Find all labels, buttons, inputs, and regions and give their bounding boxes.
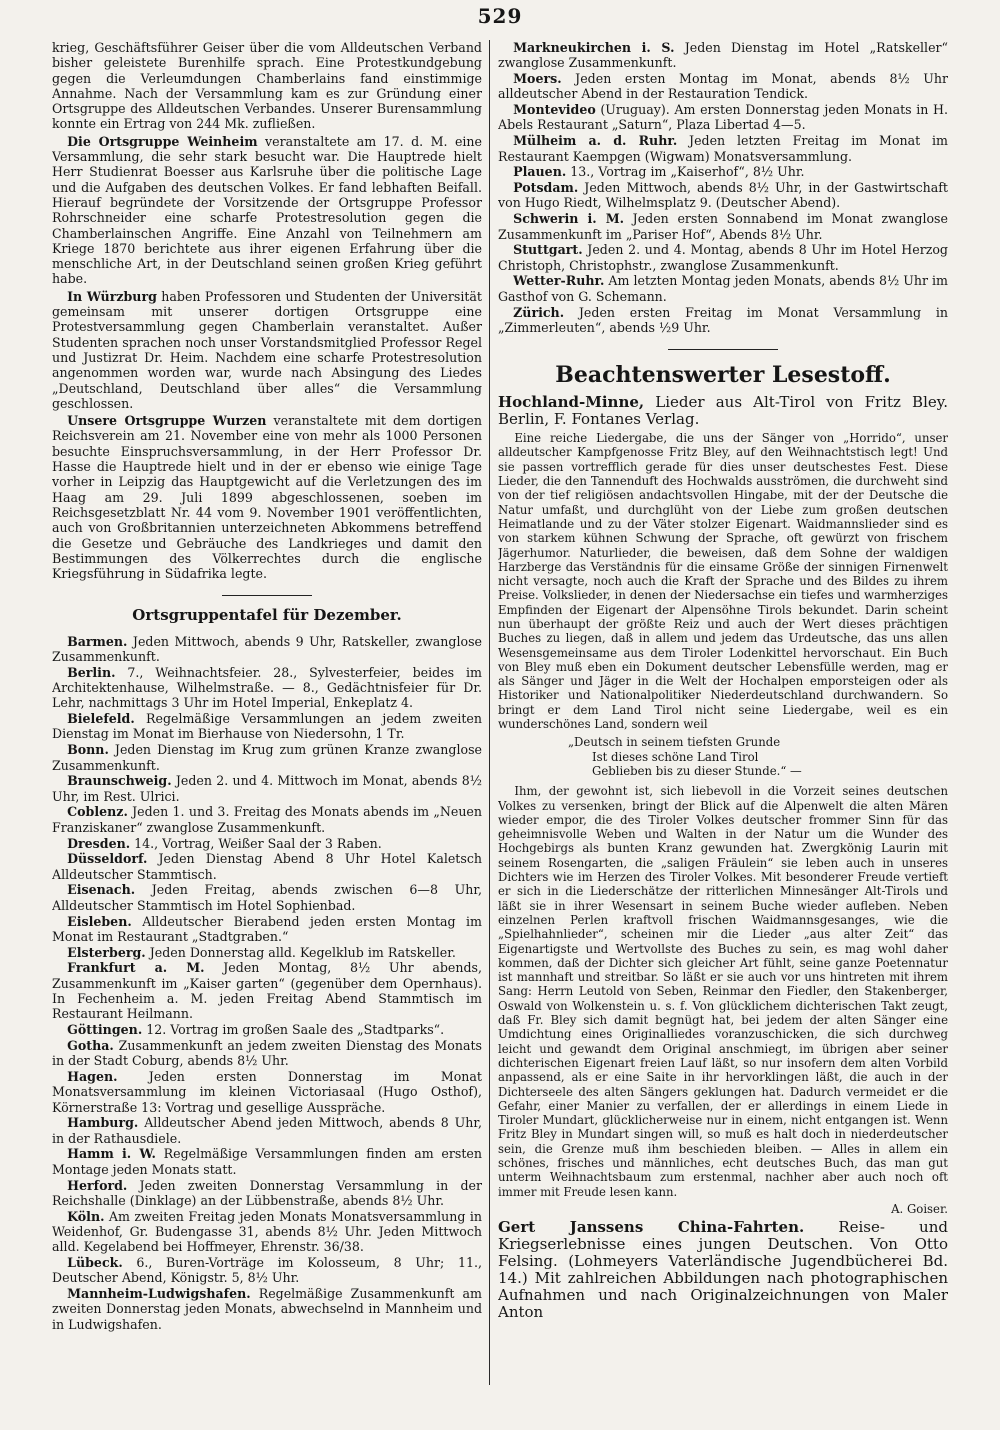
ortsgruppe-schedule: Regelmäßige Versammlungen an jedem zweiten Dienstag im Monat im Bierhause von Niedersohn, 1 Tr.: [52, 711, 482, 742]
ortsgruppe-schedule: 13., Vortrag im „Kaiserhof“, 8½ Uhr.: [566, 164, 805, 180]
ortsgruppe-schedule: Jeden ersten Montag im Monat, abends 8½ Uhr alldeutscher Abend in der Restauration Tendick.: [498, 71, 948, 102]
report-weisser-continuation: krieg, Geschäftsführer Geiser über die vom Alldeutschen Verband bisher geleistete Burenhilfe sprach. Eine Protestkundgebung gegen die Verleumdungen Chamberlains fand einstimmige Annahme. Nach der Versammlung kam es zur Gründung einer Ortsgruppe des Alldeutschen Verbandes. Unserer Burensammlung konnte ein Ertrag von 244 Mk. zufließen.: [52, 40, 482, 132]
ortsgruppe-schedule: Am letzten Montag jeden Monats, abends 8½ Uhr im Gasthof von G. Schemann.: [498, 273, 948, 304]
ortsgruppe-name: Potsdam.: [513, 180, 579, 196]
ortsgruppe-entry: [52, 711, 482, 742]
report-lead: In Würzburg: [67, 288, 157, 304]
ortsgruppe-name: Barmen.: [67, 633, 128, 649]
report-lead: Unsere Ortsgruppe Wurzen: [67, 413, 267, 429]
ortsgruppe-name: Montevideo: [513, 102, 596, 118]
ortsgruppe-schedule: Regelmäßige Zusammenkunft am zweiten Donnerstag jeden Monats, abwechselnd in Mannheim und in Ludwigshafen.: [52, 1286, 482, 1332]
ortsgruppe-entry: [498, 164, 948, 179]
ortsgruppe-schedule: Jeden Mittwoch, abends 9 Uhr, Ratskeller, zwanglose Zusammenkunft.: [52, 633, 482, 664]
ortsgruppe-entry: [52, 836, 482, 851]
ortsgruppe-schedule: Jeden ersten Freitag im Monat Versammlung in „Zimmerleuten“, abends ½9 Uhr.: [498, 304, 948, 335]
ortsgruppe-schedule: Jeden 1. und 3. Freitag des Monats abends im „Neuen Franziskaner“ zwanglose Zusammenkunft.: [52, 804, 482, 835]
ortsgruppe-name: Stuttgart.: [513, 242, 583, 258]
page-number: 529: [477, 4, 523, 28]
ortsgruppe-entry: [498, 211, 948, 242]
ortsgruppe-name: Göttingen.: [67, 1022, 143, 1038]
ortsgruppe-schedule: Jeden ersten Sonnabend im Monat zwanglose Zusammenkunft im „Pariser Hof“, Abends 8½ Uhr.: [498, 211, 948, 242]
ortsgruppe-entry: [52, 665, 482, 711]
ortsgruppe-name: Plauen.: [513, 164, 567, 180]
left-column: [52, 40, 482, 1420]
ortsgruppe-name: Berlin.: [67, 664, 116, 680]
ortsgruppe-name: Schwerin i. M.: [513, 211, 625, 227]
ortsgruppe-name: Hamburg.: [67, 1115, 139, 1131]
ortsgruppe-name: Coblenz.: [67, 804, 128, 820]
ortsgruppe-entry: [498, 305, 948, 336]
ortsgruppe-entry: [498, 180, 948, 211]
ortsgruppe-name: Markneukirchen i. S.: [513, 40, 675, 55]
ortsgruppe-entry: [52, 851, 482, 882]
ortsgruppe-entry: [52, 804, 482, 835]
ortsgruppe-schedule: Jeden Montag, 8½ Uhr abends, Zusammenkunft im „Kaiser garten“ (gegenüber dem Opernhaus). In Fechenheim a. M. jeden Freitag Abend Stammtisch im Restaurant Heilmann.: [52, 960, 482, 1022]
ortsgruppe-schedule: (Uruguay). Am ersten Donnerstag jeden Monats in H. Abels Restaurant „Saturn“, Plaza Libertad 4—5.: [498, 102, 948, 133]
ortsgruppen-list: [52, 634, 482, 1332]
ortsgruppe-entry: [52, 945, 482, 960]
book-title-main: Hochland-Minne,: [498, 393, 645, 412]
report-weinheim: [52, 134, 482, 287]
ortsgruppe-name: Eisenach.: [67, 882, 136, 898]
ortsgruppe-entry: [52, 1178, 482, 1209]
ortsgruppe-entry: [52, 742, 482, 773]
report-text: veranstaltete am 17. d. M. eine Versammlung, die sehr stark besucht war. Die Hauptrede hielt Herr Studienrat Boesser aus Karlsruhe über die politische Lage und die Aufgaben des deutschen Volkes. Er fand lebhaften Beifall. Hierauf begründete der Vorsitzende der Ortsgruppe Professor Rohrschneider eine scharfe Protestresolution gegen die Chamberlainschen Angriffe. Eine Anzahl von Teilnehmern am Kriege 1870 berichtete aus ihrer eigenen Erfahrung über die menschliche Art, in der Deutschland seinen großen Krieg geführt habe.: [52, 133, 482, 287]
ortsgruppe-entry: [52, 1069, 482, 1115]
report-wuerzburg: [52, 289, 482, 411]
ortsgruppe-name: Köln.: [67, 1208, 105, 1224]
ortsgruppe-entry: [498, 102, 948, 133]
ortsgruppe-name: Braunschweig.: [67, 773, 172, 789]
ortsgruppe-schedule: Jeden zweiten Donnerstag Versammlung in der Reichshalle (Dinklage) an der Lübbenstraße, abends 8½ Uhr.: [52, 1177, 482, 1208]
ortsgruppe-schedule: Jeden 2. und 4. Montag, abends 8 Uhr im Hotel Herzog Christoph, Christophstr., zwanglose Zusammenkunft.: [498, 242, 948, 273]
ortsgruppe-entry: [52, 914, 482, 945]
ortsgruppe-schedule: Alldeutscher Bierabend jeden ersten Montag im Monat im Restaurant „Stadtgraben.“: [52, 913, 482, 944]
ortsgruppe-schedule: Jeden Dienstag Abend 8 Uhr Hotel Kaletsch Alldeutscher Stammtisch.: [52, 851, 482, 882]
ortsgruppe-schedule: Jeden Dienstag im Hotel „Ratskeller“ zwanglose Zusammenkunft.: [498, 40, 948, 71]
book-title-rest: Reise- und Kriegserlebnisse eines jungen Deutschen. Von Otto Felsing. (Lohmeyers Vaterländische Jugendbücherei Bd. 14.) Mit zahlreichen Abbildungen nach photographischen Aufnahmen und nach Originalzeichnungen von Maler Anton: [498, 1218, 948, 1322]
ortsgruppe-schedule: Jeden 2. und 4. Mittwoch im Monat, abends 8½ Uhr, im Rest. Ulrici.: [52, 773, 482, 804]
book-title-rest: Lieder aus Alt-Tirol von Fritz Bley. Berlin, F. Fontanes Verlag.: [498, 393, 948, 429]
ortsgruppe-name: Mülheim a. d. Ruhr.: [513, 133, 678, 149]
ortsgruppe-name: Bonn.: [67, 742, 109, 758]
ortsgruppe-schedule: 14., Vortrag, Weißer Saal der 3 Raben.: [130, 835, 382, 851]
ortsgruppe-entry: [52, 960, 482, 1021]
ortsgruppe-name: Bielefeld.: [67, 711, 135, 727]
ortsgruppe-name: Gotha.: [67, 1037, 114, 1053]
column-divider: [489, 40, 490, 1385]
quoted-verse: [568, 735, 948, 778]
ortsgruppe-schedule: 7., Weihnachtsfeier. 28., Sylvesterfeier, beides im Architektenhause, Wilhelmstraße. — 8., Gedächtnisfeier für Dr. Lehr, nachmittags 3 Uhr im Hotel Imperial, Enkeplatz 4.: [52, 664, 482, 711]
section-title-ortsgruppentafel: Ortsgruppentafel für Dezember.: [132, 606, 402, 625]
ortsgruppe-entry: [498, 273, 948, 304]
section-title-lesestoff: Beachtenswerter Lesestoff.: [555, 362, 891, 389]
ortsgruppe-entry: [52, 773, 482, 804]
ortsgruppe-name: Mannheim-Ludwigshafen.: [67, 1286, 251, 1302]
report-wurzen: [52, 413, 482, 581]
ortsgruppe-entry: [52, 1255, 482, 1286]
ortsgruppe-name: Eisleben.: [67, 913, 132, 929]
ortsgruppe-name: Hagen.: [67, 1069, 118, 1084]
ortsgruppe-entry: [52, 1022, 482, 1037]
ortsgruppe-schedule: Jeden ersten Donnerstag im Monat Monatsversammlung im kleinen Victoriasaal (Hugo Osthof), Körnerstraße 13: Vortrag und gesellige Ausspräche.: [52, 1069, 482, 1115]
ortsgruppen-list-continued: [498, 40, 948, 335]
ortsgruppe-schedule: Jeden Dienstag im Krug zum grünen Kranze zwanglose Zusammenkunft.: [52, 742, 482, 773]
ortsgruppe-schedule: 12. Vortrag im großen Saale des „Stadtparks“.: [142, 1022, 445, 1038]
ortsgruppe-schedule: Jeden Donnerstag alld. Kegelklub im Ratskeller.: [145, 944, 456, 960]
ortsgruppe-entry: [52, 882, 482, 913]
ortsgruppe-entry: [52, 1038, 482, 1069]
ortsgruppe-name: Moers.: [513, 71, 562, 87]
verse-line: Geblieben bis zu dieser Stunde.“ —: [592, 763, 802, 778]
ortsgruppe-entry: [498, 40, 948, 71]
section-separator: [668, 349, 778, 350]
ortsgruppe-entry: [52, 1115, 482, 1146]
book-title-main: Gert Janssens China-Fahrten.: [498, 1218, 805, 1237]
ortsgruppe-schedule: Jeden Freitag, abends zwischen 6—8 Uhr, Alldeutscher Stammtisch im Hotel Sophienbad.: [52, 882, 482, 913]
ortsgruppe-schedule: Jeden letzten Freitag im Monat im Restaurant Kaempgen (Wigwam) Monatsversammlung.: [498, 133, 948, 164]
book-title-china-fahrten: [498, 1219, 948, 1321]
ortsgruppe-schedule: Am zweiten Freitag jeden Monats Monatsversammlung in Weidenhof, Gr. Budengasse 31, abends 8½ Uhr. Jeden Mittwoch alld. Kegelabend bei Hoffmeyer, Ehrenstr. 36/38.: [52, 1208, 482, 1255]
ortsgruppe-name: Dresden.: [67, 835, 131, 851]
report-text: haben Professoren und Studenten der Universität gemeinsam mit unserer dortigen Ortsgruppe eine Protestversammlung gegen Chamberlain veranstaltet. Außer Studenten sprachen noch unser Vorstandsmitglied Professor Regel und Justizrat Dr. Heim. Nachdem eine scharfe Protestresolution angenommen worden war, wurde nach Absingung des Liedes „Deutschland, Deutschland über alles“ die Versammlung geschlossen.: [52, 288, 482, 411]
book-review-paragraph: Ihm, der gewohnt ist, sich liebevoll in die Vorzeit seines deutschen Volkes zu versenken, bringt der Blick auf die Alpenwelt die alten Mären wieder empor, die des Tiroler Volkes deutscher frommer Sinn für das geheimnisvolle Weben und Walten in der Natur um die Wunder des Hochgebirgs als bunten Kranz gewunden hat. Zwergkönig Laurin mit seinem Rosengarten, die „saligen Fräulein“ sie leben auch in unseres Dichters wie im Herzen des Tiroler Volkes. Mit besonderer Freude vertieft er sich in die Liederschätze der ritterlichen Minnesänger Alt-Tirols und läßt sie in ihrer Wesensart in seinem Buche wieder aufleben. Neben einzelnen Perlen kraftvoll frischen Waidmannsgesanges, wie die „Spielhahnlieder“, scheinen mir die Lieder „aus alter Zeit“ das Eigenartigste und Wertvollste des Buches zu sein, es mag wohl daher kommen, daß der Dichter sich gleicher Art fühlt, seine ganze Poetennatur ist mannhaft und streitbar. So läßt er sie auch vor uns hintreten mit ihrem Sang: Herrn Leutold von Seben, Reinmar den Fiedler, den Stakenberger, Oswald von Wolkenstein u. s. f. Von glücklichem dichterischen Takt zeugt, daß Fr. Bley sich damit begnügt hat, bei jedem der alten Sänger eine Umdichtung eines Originalliedes voranzuschicken, die sich durchweg leicht und gewandt dem Original anschmiegt, im übrigen aber seiner dichterischen Eigenart freien Lauf läßt, so nur insofern dem alten Vorbild anpassend, als er eine Saite in ihr hervorklingen läßt, die auch in der Dichterseele des alten Sängers geklungen hat. Dadurch vermeidet er die Gefahr, einer Manier zu verfallen, der er allerdings in einem Liede in Tiroler Mundart, glücklicherweise nur in einem, nicht entgangen ist. Wenn Fritz Bley in Mundart singen will, so muß es halt doch in niederdeutscher sein, die Grenze muß ihm beschieden bleiben. — Alles in allem ein schönes, frisches und männliches, echt deutsches Buch, das man gut unterm Weihnachtsbaum zum erstenmal, nachher aber auch noch oft immer mit Freude lesen kann.: [498, 784, 948, 1199]
ortsgruppe-entry: [52, 1286, 482, 1332]
ortsgruppe-schedule: Regelmäßige Versammlungen finden am ersten Montage jeden Monats statt.: [52, 1146, 482, 1177]
ortsgruppe-entry: [498, 71, 948, 102]
ortsgruppe-entry: [498, 133, 948, 164]
report-text: veranstaltete mit dem dortigen Reichsverein am 21. November eine von mehr als 1000 Personen besuchte Einspruchsversammlung, in der Herr Professor Dr. Hasse die Hauptrede hielt und in der er ebenso wie einige Tage vorher in Leipzig das Hauptgewicht auf die Verletzungen des im Haag am 29. Juli 1899 abgeschlossenen, soeben im Reichsgesetzblatt Nr. 44 vom 9. November 1901 veröffentlichten, auch von Großbritannien unterzeichneten Abkommens betreffend die Gesetze und Gebräuche des Landkrieges und damit den Bestimmungen des Völkerrechtes durch die englische Kriegsführung in Südafrika legte.: [52, 413, 482, 582]
ortsgruppe-name: Herford.: [67, 1177, 128, 1193]
ortsgruppe-name: Düsseldorf.: [67, 851, 148, 867]
ortsgruppe-name: Frankfurt a. M.: [67, 960, 205, 976]
ortsgruppe-schedule: Alldeutscher Abend jeden Mittwoch, abends 8 Uhr, in der Rathausdiele.: [52, 1115, 482, 1146]
ortsgruppe-name: Wetter-Ruhr.: [513, 273, 605, 289]
ortsgruppe-entry: [498, 242, 948, 273]
ortsgruppe-schedule: Zusammenkunft an jedem zweiten Dienstag des Monats in der Stadt Coburg, abends 8½ Uhr.: [52, 1037, 482, 1069]
section-separator: [222, 595, 312, 596]
book-title-hochland-minne: [498, 394, 948, 428]
right-column: [498, 40, 948, 1420]
verse-line: „Deutsch in seinem tiefsten Grunde: [568, 735, 781, 750]
review-signature: A. Goiser.: [891, 1201, 948, 1216]
ortsgruppe-name: Zürich.: [513, 304, 565, 320]
verse-line: Ist dieses schöne Land Tirol: [592, 749, 759, 764]
book-review-paragraph: Eine reiche Liedergabe, die uns der Sänger von „Horrido“, unser alldeutscher Kampfgenosse Fritz Bley, auf den Weihnachtstisch legt! Und sie passen vortrefflich gerade für dies unser deutschestes Fest. Diese Lieder, die den Tannenduft des Hochwalds ausströmen, die durchweht sind von der tief religiösen andachtsvollen Hingabe, mit der der Deutsche die Natur umfaßt, und durchglüht von der Liebe zum großen deutschen Heimatlande und zu der Väter stolzer Eigenart. Waidmannslieder sind es von starkem kühnen Schwung der Sprache, oft gewürzt von frischem Jägerhumor. Naturlieder, die beweisen, daß dem Sohne der waldigen Harzberge das Verständnis für die einsame Größe der sinnigen Firnenwelt nicht versagte, noch auch die Kraft der Sprache und des Bildes zu ihrem Preise. Volkslieder, in denen der Niedersachse ein tiefes und warmherziges Empfinden der Eigenart der Alpensöhne Tirols bekundet. Darin scheint nun überhaupt der größte Reiz und auch der Wert dieses prächtigen Buches zu liegen, daß in allem und jedem das Urdeutsche, das uns allen Wesensgemeinsame aus dem Tiroler Lodenkittel hervorschaut. Ein Buch von Bley muß eben ein Dokument deutscher Lebensfülle werden, mag er als Sänger und Jäger in die Welt der Hochalpen emporsteigen oder als Historiker und Nationalpolitiker Niederdeutschland durchwandern. So bringt er dem Land Tirol nicht seine Liedergabe, weil es ein wunderschönes Land, sondern weil: [498, 431, 948, 732]
ortsgruppe-name: Hamm i. W.: [67, 1146, 156, 1162]
ortsgruppe-schedule: 6., Buren-Vorträge im Kolosseum, 8 Uhr; 11., Deutscher Abend, Königstr. 5, 8½ Uhr.: [52, 1255, 482, 1286]
report-lead: Die Ortsgruppe Weinheim: [67, 133, 258, 149]
ortsgruppe-name: Elsterberg.: [67, 944, 146, 960]
ortsgruppe-entry: [52, 1146, 482, 1177]
ortsgruppe-entry: [52, 1209, 482, 1255]
ortsgruppe-entry: [52, 634, 482, 665]
ortsgruppe-name: Lübeck.: [67, 1255, 123, 1271]
ortsgruppe-schedule: Jeden Mittwoch, abends 8½ Uhr, in der Gastwirtschaft von Hugo Riedt, Wilhelmsplatz 9. (Deutscher Abend).: [498, 180, 948, 211]
